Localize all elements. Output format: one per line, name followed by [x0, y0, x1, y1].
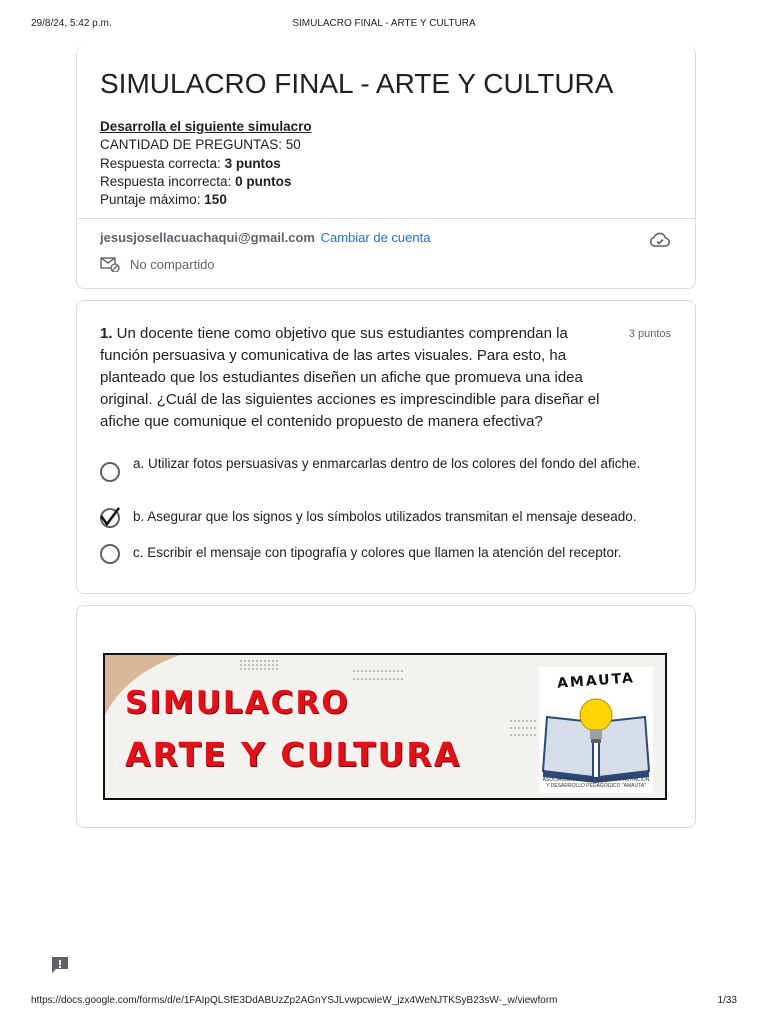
divider [77, 218, 695, 219]
form-title: SIMULACRO FINAL - ARTE Y CULTURA [100, 68, 614, 99]
switch-account-link[interactable]: Cambiar de cuenta [320, 230, 431, 245]
option-c-label: c. Escribir el mensaje con tipografía y colores que llamen la atención del receptor. [133, 545, 622, 560]
amauta-logo [539, 667, 653, 793]
option-a-label: a. Utilizar fotos persuasivas y enmarcarlas dentro de los colores del fondo del afiche. [133, 456, 641, 471]
banner-line-1: SIMULACRO [125, 685, 350, 721]
check-icon [98, 506, 124, 528]
banner-line-2: ARTE Y CULTURA [125, 735, 462, 774]
print-url: https://docs.google.com/forms/d/e/1FAIpQLSfE3DdABUzZp2AGnYSJLvwpcwieW_jzx4WeNJTKSyB23sW-_w/viewform [31, 995, 558, 1006]
option-b-label: b. Asegurar que los signos y los símbolos utilizados transmitan el mensaje deseado. [133, 509, 637, 524]
account-row [100, 230, 430, 245]
questions-count: CANTIDAD DE PREGUNTAS: 50 [100, 137, 301, 153]
share-status-row [100, 256, 215, 272]
option-a[interactable] [100, 455, 643, 482]
form-header-card [76, 46, 696, 289]
logo-word: AMAUTA [556, 670, 636, 692]
question-points: 3 puntos [628, 328, 671, 340]
radio-option-c[interactable] [100, 544, 120, 564]
option-c[interactable] [100, 544, 643, 564]
share-status-text: No compartido [130, 256, 215, 272]
question-card [76, 300, 696, 594]
image-card [76, 605, 696, 828]
print-title: SIMULACRO FINAL - ARTE Y CULTURA [292, 18, 476, 29]
logo-caption: ASOCIACIÓN EDUCATIVA DE CAPACITACIÓN Y DESARROLLO PEDAGÓGICO "AMAUTA" [542, 777, 650, 789]
simulacro-banner [103, 653, 667, 800]
question-text: 1. Un docente tiene como objetivo que sus estudiantes comprendan la función persuasiva y comunicativa de las artes visuales. Para esto, ha planteado que los estudiantes diseñen un afiche que promueva una idea original. ¿Cuál de las siguientes acciones es imprescindible para diseñar el afiche que comunique el contenido propuesto de manera efectiva? [100, 325, 600, 430]
incorrect-answer-line: Respuesta incorrecta: 0 puntos [100, 173, 292, 189]
correct-answer-line: Respuesta correcta: 3 puntos [100, 155, 281, 171]
report-issue-button[interactable] [50, 955, 70, 980]
cloud-save-icon [649, 232, 671, 253]
question-number: 1. [100, 325, 113, 342]
book-lightbulb-icon [539, 667, 653, 793]
radio-option-a[interactable] [100, 462, 120, 482]
print-date: 29/8/24, 5:42 p.m. [31, 18, 112, 29]
page-number: 1/33 [717, 995, 737, 1006]
form-description [100, 118, 312, 209]
account-email: jesusjosellacuachaqui@gmail.com [100, 230, 315, 245]
not-shared-icon [100, 256, 120, 272]
max-score-line: Puntaje máximo: 150 [100, 192, 227, 208]
description-heading: Desarrolla el siguiente simulacro [100, 119, 312, 134]
radio-option-b[interactable] [100, 508, 120, 528]
feedback-icon [50, 955, 70, 975]
option-b[interactable] [100, 508, 643, 528]
